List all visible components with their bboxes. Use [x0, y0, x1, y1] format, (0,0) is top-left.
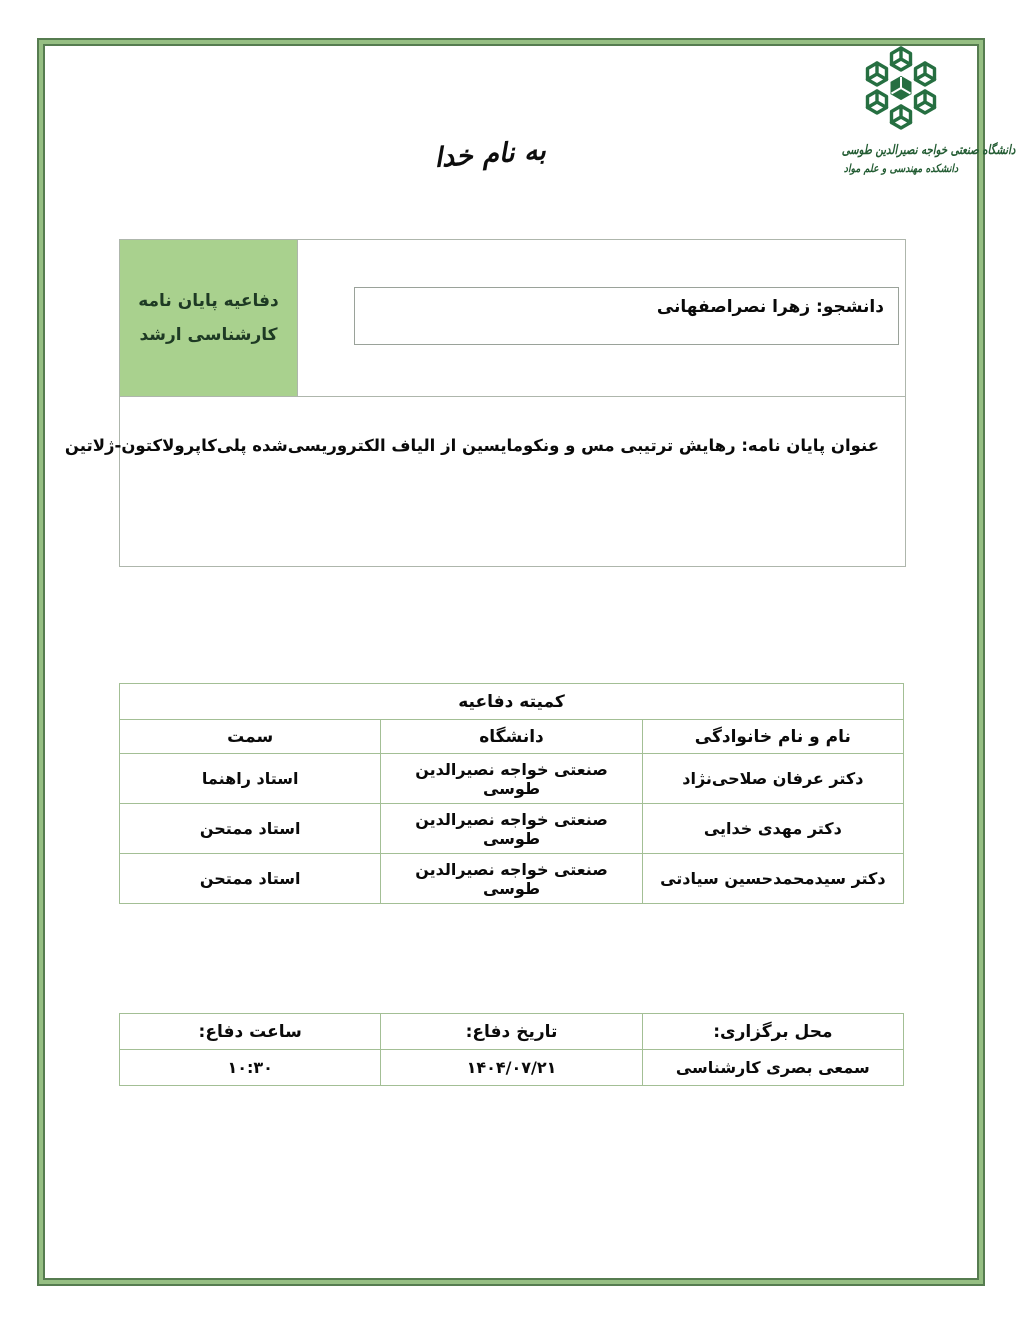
member-role: استاد ممتحن	[120, 804, 381, 854]
page-border-frame	[37, 38, 1016, 1286]
member-name: دکتر عرفان صلاحی‌نژاد	[642, 754, 903, 804]
bismillah-calligraphy: به نام خدا	[433, 134, 547, 174]
student-name-text: دانشجو: زهرا نصراصفهانی	[656, 297, 884, 317]
thesis-title-cell	[64, 397, 905, 567]
committee-row-3	[120, 854, 904, 904]
defense-type-line2: کارشناسی ارشد	[139, 325, 278, 345]
member-name: دکتر سیدمحمدحسین سیادتی	[642, 854, 903, 904]
committee-table	[119, 683, 904, 904]
column-header-name: نام و نام خانوادگی	[642, 720, 903, 754]
defense-type-cell	[120, 240, 298, 396]
committee-table-title: کمیته دفاعیه	[120, 684, 904, 720]
university-name: دانشگاه صنعتی خواجه نصیرالدین طوسی	[841, 143, 1016, 158]
time-value: ۱۰:۳۰	[120, 1050, 381, 1086]
member-university: صنعتی خواجه نصیرالدین طوسی	[381, 754, 642, 804]
schedule-table	[119, 1013, 904, 1086]
column-header-role: سمت	[120, 720, 381, 754]
venue-label: محل برگزاری:	[642, 1014, 903, 1050]
info-box-top-row	[120, 240, 905, 397]
date-value: ۱۴۰۴/۰۷/۲۱	[381, 1050, 642, 1086]
committee-title-row	[120, 684, 904, 720]
defense-type-line1: دفاعیه پایان نامه	[138, 291, 279, 311]
student-name-box	[354, 287, 899, 345]
member-university: صنعتی خواجه نصیرالدین طوسی	[381, 854, 642, 904]
university-emblem-icon	[849, 44, 953, 140]
venue-value: سمعی بصری کارشناسی	[642, 1050, 903, 1086]
schedule-header-row	[120, 1014, 904, 1050]
member-role: استاد راهنما	[120, 754, 381, 804]
member-role: استاد ممتحن	[120, 854, 381, 904]
column-header-university: دانشگاه	[381, 720, 642, 754]
university-logo	[825, 44, 1016, 175]
committee-header-row	[120, 720, 904, 754]
defense-info-box	[64, 239, 906, 567]
faculty-name: دانشکده مهندسی و علم مواد	[843, 162, 959, 175]
schedule-value-row	[120, 1050, 904, 1086]
member-university: صنعتی خواجه نصیرالدین طوسی	[381, 804, 642, 854]
committee-row-1	[120, 754, 904, 804]
committee-row-2	[120, 804, 904, 854]
time-label: ساعت دفاع:	[120, 1014, 381, 1050]
thesis-title-text: عنوان پایان نامه: رهایش ترتیبی مس و ونکومایسین از الیاف الکتروریسی‌شده پلی‌کاپرولاکتون-ژلاتین	[64, 436, 879, 455]
date-label: تاریخ دفاع:	[381, 1014, 642, 1050]
member-name: دکتر مهدی خدایی	[642, 804, 903, 854]
